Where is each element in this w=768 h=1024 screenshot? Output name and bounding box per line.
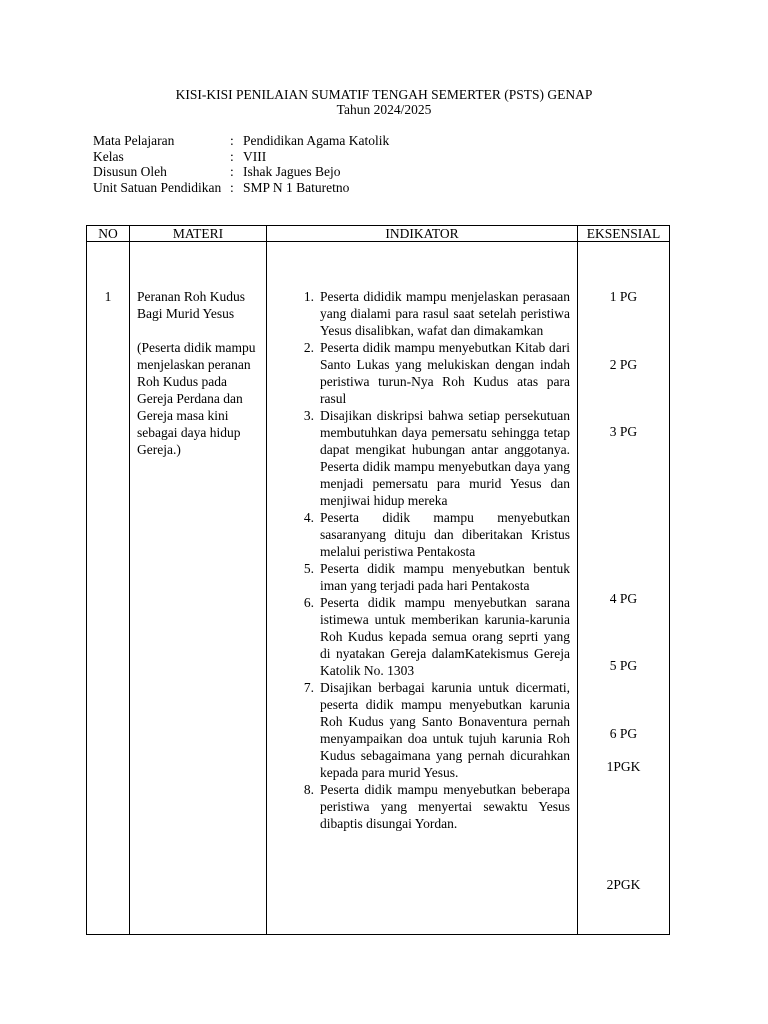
materi-cell <box>130 242 267 935</box>
meta-row-subject <box>93 133 389 149</box>
indikator-text: Peserta didik mampu menyebutkan bentuk iman yang terjadi pada hari Pentakosta <box>320 561 570 593</box>
title-line-1: KISI-KISI PENILAIAN SUMATIF TENGAH SEMERTER (PSTS) GENAP <box>175 87 593 102</box>
indikator-text: Peserta dididik mampu menjelaskan perasaan yang dialami para rasul saat setelah peristiwa Yesus disalibkan, wafat dan dimakamkan <box>320 289 570 338</box>
eksensial-item: 1PGK <box>606 759 641 774</box>
meta-label: Mata Pelajaran <box>93 133 175 148</box>
meta-row-class <box>93 149 389 165</box>
document-title <box>0 87 768 117</box>
header-eksensial: EKSENSIAL <box>578 226 670 242</box>
eksensial-cell <box>578 242 670 935</box>
indikator-item <box>275 560 570 594</box>
indikator-item <box>275 594 570 679</box>
document-meta <box>93 133 389 195</box>
indikator-list <box>275 288 570 832</box>
materi-description: (Peserta didik mampu menjelaskan peranan Roh Kudus pada Gereja Perdana dan Gereja masa kini sebagai daya hidup Gereja.) <box>137 340 256 457</box>
eksensial-item: 2 PG <box>609 357 638 372</box>
eksensial-item: 4 PG <box>609 591 638 606</box>
indikator-text: Disajikan berbagai karunia untuk dicermati, peserta didik mampu menyebutkan karunia Roh Kudus yang Santo Bonaventura pernah menyampaikan doa untuk tujuh karunia Roh Kudus sebagaimana yang pernah dicurahkan kepada para murid Yesus. <box>320 680 570 780</box>
row-number: 1 <box>87 242 130 935</box>
meta-label: Kelas <box>93 148 124 164</box>
indikator-cell <box>267 242 578 935</box>
meta-label: Unit Satuan Pendidikan <box>93 179 222 195</box>
meta-value: Ishak Jagues Bejo <box>243 164 341 179</box>
meta-sep: : <box>230 164 234 179</box>
indikator-number: 4. <box>303 510 314 525</box>
indikator-number: 1. <box>303 289 314 304</box>
eksensial-item: 5 PG <box>609 658 638 673</box>
eksensial-item: 1 PG <box>609 289 638 304</box>
eksensial-item: 6 PG <box>609 726 638 741</box>
eksensial-item: 3 PG <box>609 424 638 439</box>
indikator-text: Disajikan diskripsi bahwa setiap persekutuan membutuhkan daya pemersatu sehingga tetap dapat mengikat hubungan antar anggotanya. Peserta didik mampu menyebutkan daya yang menjadi pemersatu para murid Yesus dan menjiwai hidup mereka <box>320 408 570 508</box>
indikator-text: Peserta didik mampu menyebutkan sarana istimewa untuk memberikan karunia-karunia Roh Kudus kepada semua orang seprti yang di nyatakan Gereja dalamKatekismus Gereja Katolik No. 1303 <box>320 595 570 678</box>
title-line-2: Tahun 2024/2025 <box>336 102 432 117</box>
header-no: NO <box>87 226 130 242</box>
table-header-row <box>87 226 670 242</box>
indikator-text: Peserta didik mampu menyebutkan Kitab dari Santo Lukas yang melukiskan dengan indah peristiwa turun-Nya Roh Kudus atas para rasul <box>320 340 570 406</box>
meta-value: SMP N 1 Baturetno <box>243 179 350 195</box>
indikator-number: 6. <box>303 595 314 610</box>
eksensial-item: 2PGK <box>606 877 641 892</box>
indikator-item <box>275 407 570 509</box>
materi-title: Peranan Roh Kudus Bagi Murid Yesus <box>137 289 245 321</box>
indikator-item <box>275 288 570 339</box>
header-indikator: INDIKATOR <box>267 226 578 242</box>
meta-row-school <box>93 180 389 196</box>
meta-row-author <box>93 164 389 180</box>
indikator-number: 7. <box>303 680 314 695</box>
indikator-text: Peserta didik mampu menyebutkan beberapa peristiwa yang menyertai sewaktu Yesus dibaptis disungai Yordan. <box>320 782 570 831</box>
meta-sep: : <box>230 179 234 195</box>
header-materi: MATERI <box>130 226 267 242</box>
indikator-number: 8. <box>303 782 314 797</box>
indikator-item <box>275 679 570 781</box>
kisi-kisi-table <box>86 225 670 935</box>
meta-value: Pendidikan Agama Katolik <box>243 133 390 148</box>
indikator-item <box>275 509 570 560</box>
indikator-text: Peserta didik mampu menyebutkan sasaranyang dituju dan diberitakan Kristus melalui peristiwa Pentakosta <box>320 510 570 559</box>
table-row <box>87 242 670 935</box>
meta-sep: : <box>230 133 234 148</box>
indikator-item <box>275 339 570 407</box>
meta-label: Disusun Oleh <box>93 164 167 179</box>
meta-value: VIII <box>243 148 267 164</box>
indikator-number: 3. <box>303 408 314 423</box>
indikator-number: 2. <box>303 340 314 355</box>
meta-sep: : <box>230 148 234 164</box>
indikator-number: 5. <box>303 561 314 576</box>
indikator-item <box>275 781 570 832</box>
